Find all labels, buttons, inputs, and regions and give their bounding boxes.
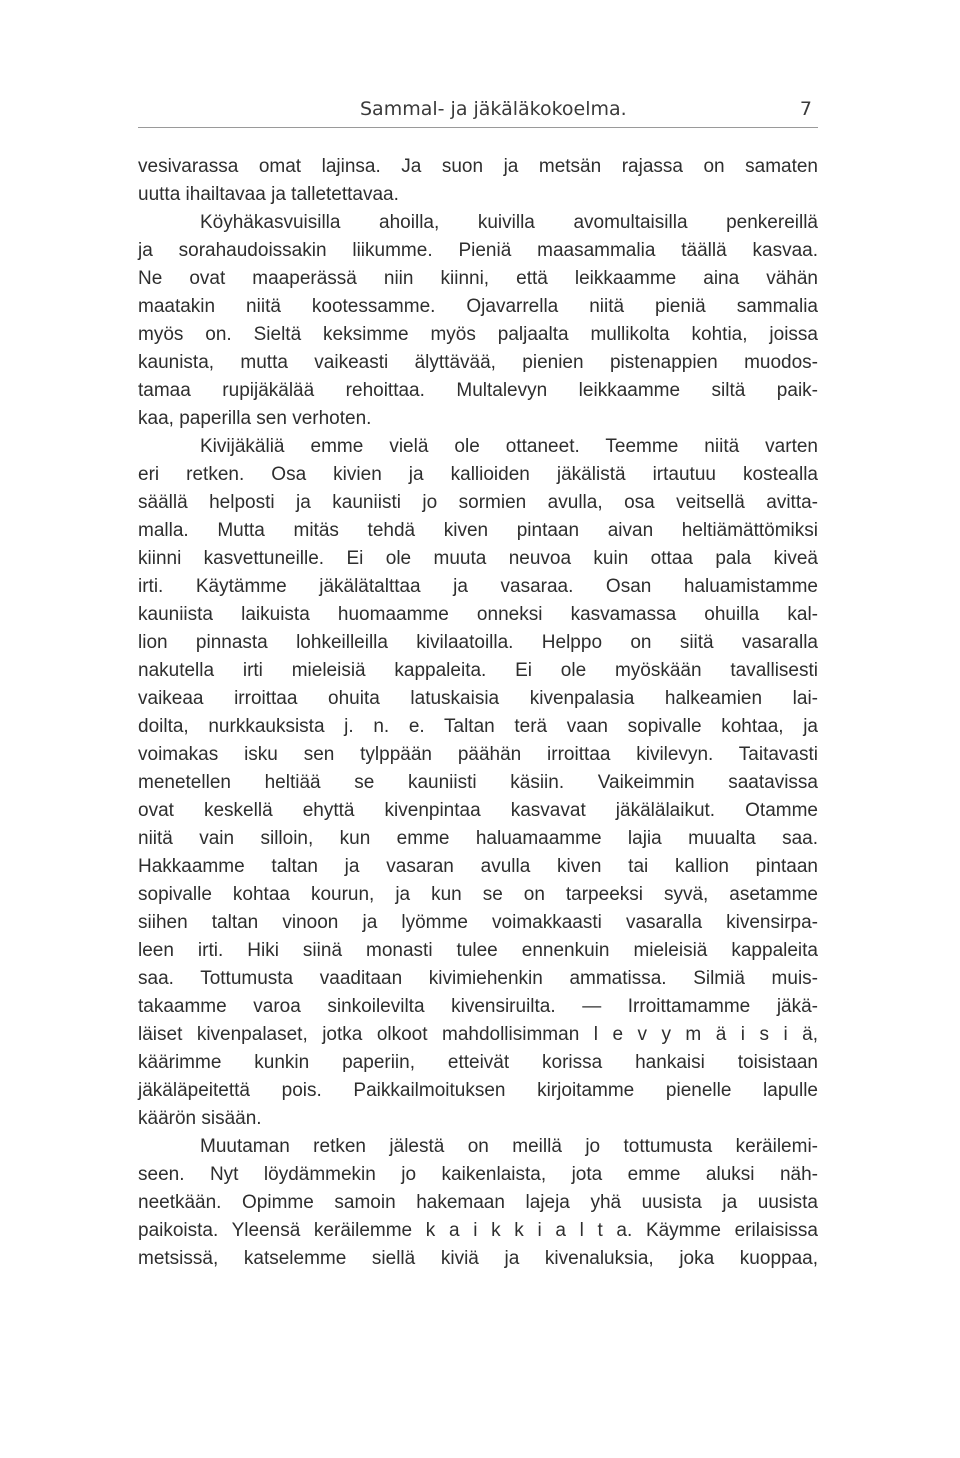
text-line: Hakkaamme taltan ja vasaran avulla kiven tai kallion pintaan — [138, 856, 818, 877]
running-title: Sammal- ja jäkäläkokoelma. — [360, 98, 627, 120]
body-text — [138, 153, 818, 1273]
text-line: paikoista. Yleensä keräilemme k a i k k i a l t a. Käymme erilaisissa — [138, 1220, 818, 1241]
text-line: leen irti. Hiki siinä monasti tulee ennenkuin mieleisiä kappaleita — [138, 940, 818, 961]
text-line: menetellen heltiää se kauniisti käsiin. Vaikeimmin saatavissa — [138, 772, 818, 793]
text-line: lion pinnasta lohkeilleilla kivilaatoilla. Helppo on siitä vasaralla — [138, 632, 818, 653]
text-line: Muutaman retken jälestä on meillä jo tottumusta keräilemi- — [200, 1136, 818, 1157]
text-line: seen. Nyt löydämmekin jo kaikenlaista, jota emme aluksi näh- — [138, 1164, 818, 1185]
text-line: eri retken. Osa kivien ja kallioiden jäkälistä irtautuu kostealla — [138, 464, 818, 485]
text-line: kaa, paperilla sen verhoten. — [138, 408, 372, 429]
text-line: nakutella irti mieleisiä kappaleita. Ei ole myöskään tavallisesti — [138, 660, 818, 681]
text-line: tamaa rupijäkälää rehoittaa. Multalevyn leikkaamme siltä paik- — [138, 380, 818, 401]
text-line: Kivijäkäliä emme vielä ole ottaneet. Teemme niitä varten — [200, 436, 818, 457]
text-line: käärimme kunkin paperiin, etteivät korissa hankaisi toisistaan — [138, 1052, 818, 1073]
text-line: sopivalle kohtaa kourun, ja kun se on tarpeeksi syvä, asetamme — [138, 884, 818, 905]
text-line: Köyhäkasvuisilla ahoilla, kuivilla avomultaisilla penkereillä — [200, 212, 818, 233]
text-line: irti. Käytämme jäkälätalttaa ja vasaraa. Osan haluamistamme — [138, 576, 818, 597]
text-line: vesivarassa omat lajinsa. Ja suon ja metsän rajassa on samaten — [138, 156, 818, 177]
text-line: doilta, nurkkauksista j. n. e. Taltan terä vaan sopivalle kohtaa, ja — [138, 716, 818, 737]
text-line: malla. Mutta mitäs tehdä kiven pintaan aivan heltiämättömiksi — [138, 520, 818, 541]
text-line: ovat keskellä ehyttä kivenpintaa kasvavat jäkälälaikut. Otamme — [138, 800, 818, 821]
text-line: säällä helposti ja kauniisti jo sormien avulla, osa veitsellä avitta- — [138, 492, 818, 513]
text-line: metsissä, katselemme siellä kiviä ja kivenaluksia, joka kuoppaa, — [138, 1248, 818, 1269]
text-line: jäkäläpeitettä pois. Paikkailmoituksen kirjoitamme pienelle lapulle — [138, 1080, 818, 1101]
page-number: 7 — [799, 98, 812, 120]
running-header — [138, 96, 818, 126]
text-line: kauniista laikuista huomaamme onneksi kasvamassa ohuilla kal- — [138, 604, 818, 625]
text-line: vaikeaa irroittaa ohuita latuskaisia kivenpalasia halkeamien lai- — [138, 688, 818, 709]
text-line: läiset kivenpalaset, jotka olkoot mahdollisimman l e v y m ä i s i ä, — [138, 1024, 818, 1045]
text-line: maatakin niitä kootessamme. Ojavarrella niitä pieniä sammalia — [138, 296, 818, 317]
text-line: kaunista, mutta vaikeasti älyttävää, pienien pistenappien muodos- — [138, 352, 818, 373]
text-line: saa. Tottumusta vaaditaan kivimiehenkin ammatissa. Silmiä muis- — [138, 968, 818, 989]
text-line: Ne ovat maaperässä niin kiinni, että leikkaamme aina vähän — [138, 268, 818, 289]
header-rule — [138, 127, 818, 128]
text-line: kiinni kasvettuneille. Ei ole muuta neuvoa kuin ottaa pala kiveä — [138, 548, 818, 569]
text-line: siihen taltan vinoon ja lyömme voimakkaasti vasaralla kivensirpa- — [138, 912, 818, 933]
text-line: uutta ihailtavaa ja talletettavaa. — [138, 184, 399, 205]
text-line: takaamme varoa sinkoilevilta kivensiruilta. — Irroittamamme jäkä- — [138, 996, 818, 1017]
text-line: käärön sisään. — [138, 1108, 262, 1129]
text-line: voimakas isku sen tylppään päähän irroittaa kivilevyn. Taitavasti — [138, 744, 818, 765]
text-line: ja sorahaudoissakin liikumme. Pieniä maasammalia täällä kasvaa. — [138, 240, 818, 261]
text-line: myös on. Sieltä keksimme myös paljaalta mullikolta kohtia, joissa — [138, 324, 818, 345]
text-line: niitä vain silloin, kun emme haluamaamme lajia muualta saa. — [138, 828, 818, 849]
text-line: neetkään. Opimme samoin hakemaan lajeja yhä uusista ja uusista — [138, 1192, 818, 1213]
